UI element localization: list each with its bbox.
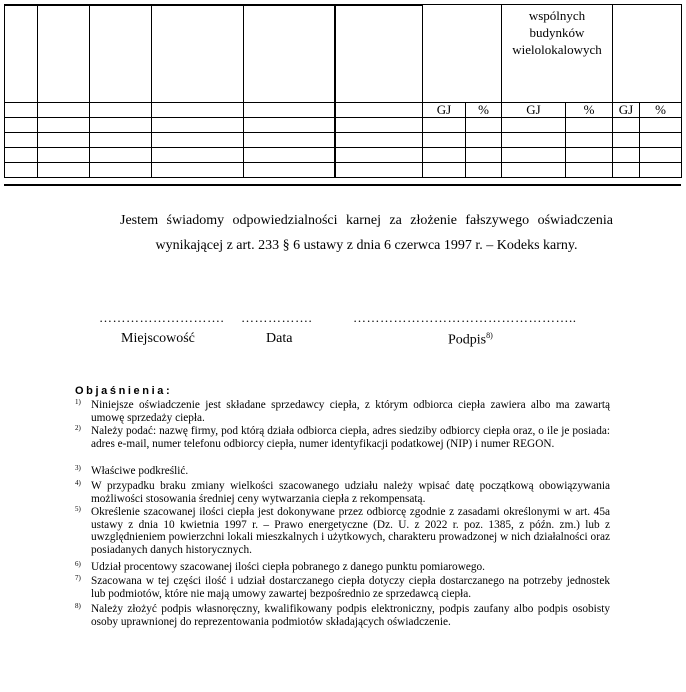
table-cell[interactable] [613, 118, 640, 133]
unit-gj-3: GJ [613, 103, 640, 118]
table-cell[interactable] [640, 148, 682, 163]
table-row [5, 133, 682, 148]
column-header-shared-buildings: wspólnych budynków wielolokalowych [502, 5, 613, 103]
footnote-text: Właściwe podkreślić. [91, 465, 189, 477]
place-dotted-line[interactable]: ………………………. [99, 310, 225, 325]
table-cell[interactable] [5, 148, 38, 163]
data-table [4, 4, 682, 178]
footnote-text: Udział procentowy szacowanej ilości ciepła pobranego z danego punktu pomiarowego. [91, 561, 486, 573]
signature-dotted-line[interactable]: ………………………………………….. [353, 310, 577, 325]
table-units-row [5, 103, 682, 118]
table-cell[interactable] [613, 5, 682, 103]
table-cell[interactable] [5, 163, 38, 178]
table-cell[interactable] [38, 118, 90, 133]
unit-percent-1: % [466, 103, 502, 118]
footnote-3 [75, 465, 610, 478]
table-cell[interactable] [423, 163, 466, 178]
table-header-row [5, 5, 682, 103]
footnote-text: Należy podać: nazwę firmy, pod którą działa odbiorca ciepła, adres siedziby odbiorcy ciepła oraz, o ile je posiada: adres e-mail, numer telefonu odbiorcy ciepła, numer identyfikacji podatkowej (NIP) i numer REGON. [91, 425, 610, 450]
table-cell[interactable] [152, 133, 244, 148]
table-cell[interactable] [152, 103, 244, 118]
table-cell[interactable] [502, 163, 566, 178]
table-cell[interactable] [335, 5, 423, 103]
unit-percent-2: % [566, 103, 613, 118]
table-cell[interactable] [152, 148, 244, 163]
table-cell[interactable] [90, 133, 152, 148]
table-cell[interactable] [613, 163, 640, 178]
table-cell[interactable] [502, 118, 566, 133]
table-cell[interactable] [640, 133, 682, 148]
table-cell[interactable] [502, 133, 566, 148]
table-cell[interactable] [38, 163, 90, 178]
table-cell[interactable] [152, 5, 244, 103]
footnote-number: 7) [75, 574, 81, 582]
footnote-text: W przypadku braku zmiany wielkości szacowanego udziału należy wpisać datę początkową obowiązywania możliwości stosowania średniej ceny wytwarzania ciepła z rekompensatą. [91, 480, 610, 505]
table-cell[interactable] [244, 133, 335, 148]
unit-gj-2: GJ [502, 103, 566, 118]
footnote-number: 1) [75, 398, 81, 406]
footnote-6 [75, 561, 610, 574]
table-cell[interactable] [38, 148, 90, 163]
date-label: Data [266, 331, 293, 346]
footnote-7 [75, 575, 610, 600]
table-cell[interactable] [90, 103, 152, 118]
table-cell[interactable] [566, 118, 613, 133]
table-cell[interactable] [90, 163, 152, 178]
explanations-heading: Objaśnienia: [75, 385, 173, 397]
footnote-text: Określenie szacowanej ilości ciepła jest dokonywane przez odbiorcę zgodnie z zasadami określonymi w art. 45a ustawy z dnia 10 kwietnia 1997 r. – Prawo energetyczne (Dz. U. z 2022 r. poz. 1385, z późn. zm.) lub z uwzględnieniem powierzchni lokali mieszkalnych i użytkowych, charakteru prowadzonej w nich działalności oraz posiadanych danych historycznych. [91, 506, 610, 556]
table-cell[interactable] [244, 148, 335, 163]
table-cell[interactable] [640, 163, 682, 178]
footnote-4 [75, 480, 610, 505]
table-cell[interactable] [5, 103, 38, 118]
signature-label-text: Podpis [448, 332, 487, 348]
table-cell[interactable] [423, 148, 466, 163]
table-cell[interactable] [466, 133, 502, 148]
declaration-line-1: Jestem świadomy odpowiedzialności karnej za złożenie fałszywego oświadczenia [120, 213, 613, 228]
table-cell[interactable] [335, 133, 423, 148]
table-cell[interactable] [466, 163, 502, 178]
table-cell[interactable] [502, 148, 566, 163]
footnote-1 [75, 399, 610, 424]
table-cell[interactable] [335, 118, 423, 133]
table-cell[interactable] [613, 148, 640, 163]
table-cell[interactable] [466, 118, 502, 133]
footnote-2 [75, 425, 610, 450]
table-cell[interactable] [423, 5, 502, 103]
table-cell[interactable] [566, 133, 613, 148]
table-cell[interactable] [38, 5, 90, 103]
table-cell[interactable] [90, 118, 152, 133]
signature-label [448, 331, 493, 349]
table-cell[interactable] [90, 148, 152, 163]
footnote-text: Szacowana w tej części ilość i udział dostarczanego ciepła dotyczy ciepła dostarczanego na potrzeby jednostek lub podmiotów, które nie mają umowy zawartej bezpośrednio ze sprzedawcą ciepła. [91, 575, 610, 600]
table-cell[interactable] [244, 5, 335, 103]
declaration-line-2: wynikającej z art. 233 § 6 ustawy z dnia 6 czerwca 1997 r. – Kodeks karny. [155, 238, 578, 253]
table-bottom-border [4, 184, 681, 186]
table-cell[interactable] [335, 148, 423, 163]
footnote-text: Niniejsze oświadczenie jest składane sprzedawcy ciepła, z którym odbiorca ciepła zawiera albo ma zawartą umowę sprzedaży ciepła. [91, 399, 610, 424]
table-cell[interactable] [335, 103, 423, 118]
table-cell[interactable] [613, 133, 640, 148]
date-dotted-line[interactable]: ……………. [241, 310, 313, 325]
table-cell[interactable] [244, 103, 335, 118]
table-cell[interactable] [152, 163, 244, 178]
unit-gj-1: GJ [423, 103, 466, 118]
table-cell[interactable] [566, 163, 613, 178]
table-cell[interactable] [423, 133, 466, 148]
table-cell[interactable] [244, 118, 335, 133]
table-row [5, 148, 682, 163]
footnote-text: Należy złożyć podpis własnoręczny, kwalifikowany podpis elektroniczny, podpis zaufany albo podpis osobisty osoby uprawnionej do reprezentowania podmiotów składających oświadczenie. [91, 603, 610, 628]
footnote-5 [75, 506, 610, 556]
place-label: Miejscowość [121, 331, 195, 346]
table-cell[interactable] [566, 148, 613, 163]
unit-percent-3: % [640, 103, 682, 118]
table-cell[interactable] [466, 148, 502, 163]
table-cell[interactable] [38, 103, 90, 118]
footnote-number: 6) [75, 560, 81, 568]
table-cell[interactable] [244, 163, 335, 178]
table-cell[interactable] [5, 5, 38, 103]
table-cell[interactable] [5, 118, 38, 133]
footnote-8 [75, 603, 610, 628]
table-cell[interactable] [335, 163, 423, 178]
table-row [5, 118, 682, 133]
footnote-number: 2) [75, 424, 81, 432]
table-row [5, 163, 682, 178]
table-cell[interactable] [423, 118, 466, 133]
footnote-number: 4) [75, 479, 81, 487]
footnote-number: 3) [75, 464, 81, 472]
table-cell[interactable] [90, 5, 152, 103]
signature-footnote-ref: 8) [486, 331, 493, 340]
table-cell[interactable] [152, 118, 244, 133]
table-cell[interactable] [38, 133, 90, 148]
footnote-number: 8) [75, 602, 81, 610]
table-cell[interactable] [640, 118, 682, 133]
footnote-number: 5) [75, 505, 81, 513]
table-cell[interactable] [5, 133, 38, 148]
